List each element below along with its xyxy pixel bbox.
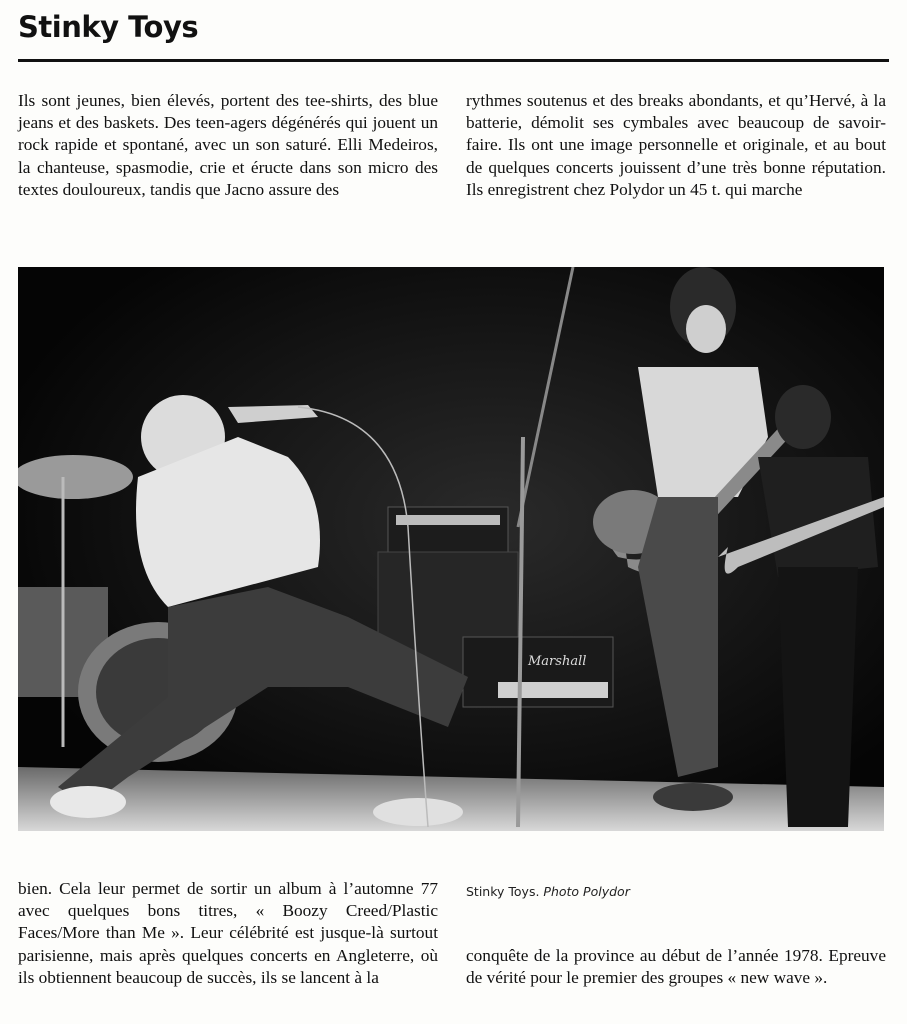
- photo-caption: [466, 884, 630, 899]
- article-text-bottom-left: bien. Cela leur permet de sortir un album à l’automne 77 avec quelques bons titres, « Boozy Creed/Plastic Faces/More than Me ». Leur célébrité est jusque-là surtout parisienne, mais après quelques concerts en Angleterre, où ils obtiennent beaucoup de succès, ils se lancent à la: [18, 879, 438, 987]
- article-text-top-right: rythmes soutenus et des breaks abondants, et qu’Hervé, à la batterie, démolit ses cymbales avec beaucoup de savoir-faire. Ils ont une image personnelle et originale, et au bout de quelques concerts jouissent d’une très bonne réputation. Ils enregistrent chez Polydor un 45 t. qui marche: [466, 91, 886, 199]
- caption-credit: Photo Polydor: [543, 884, 630, 899]
- amp-brand-label: Marshall: [528, 654, 587, 669]
- article-text-bottom-right: conquête de la province au début de l’année 1978. Epreuve de vérité pour le premier des groupes « new wave ».: [466, 946, 886, 988]
- article-title: Stinky Toys: [18, 10, 199, 44]
- caption-band: Stinky Toys.: [466, 884, 540, 899]
- concert-photo: [18, 267, 884, 831]
- title-rule: [18, 59, 889, 62]
- article-text-top-left: Ils sont jeunes, bien élevés, portent des tee-shirts, des blue jeans et des baskets. Des teen-agers dégénérés qui jouent un rock rapide et spontané, avec un son saturé. Elli Medeiros, la chanteuse, spasmodie, crie et éructe dans son micro des textes douloureux, tandis que Jacno assure des: [18, 91, 438, 199]
